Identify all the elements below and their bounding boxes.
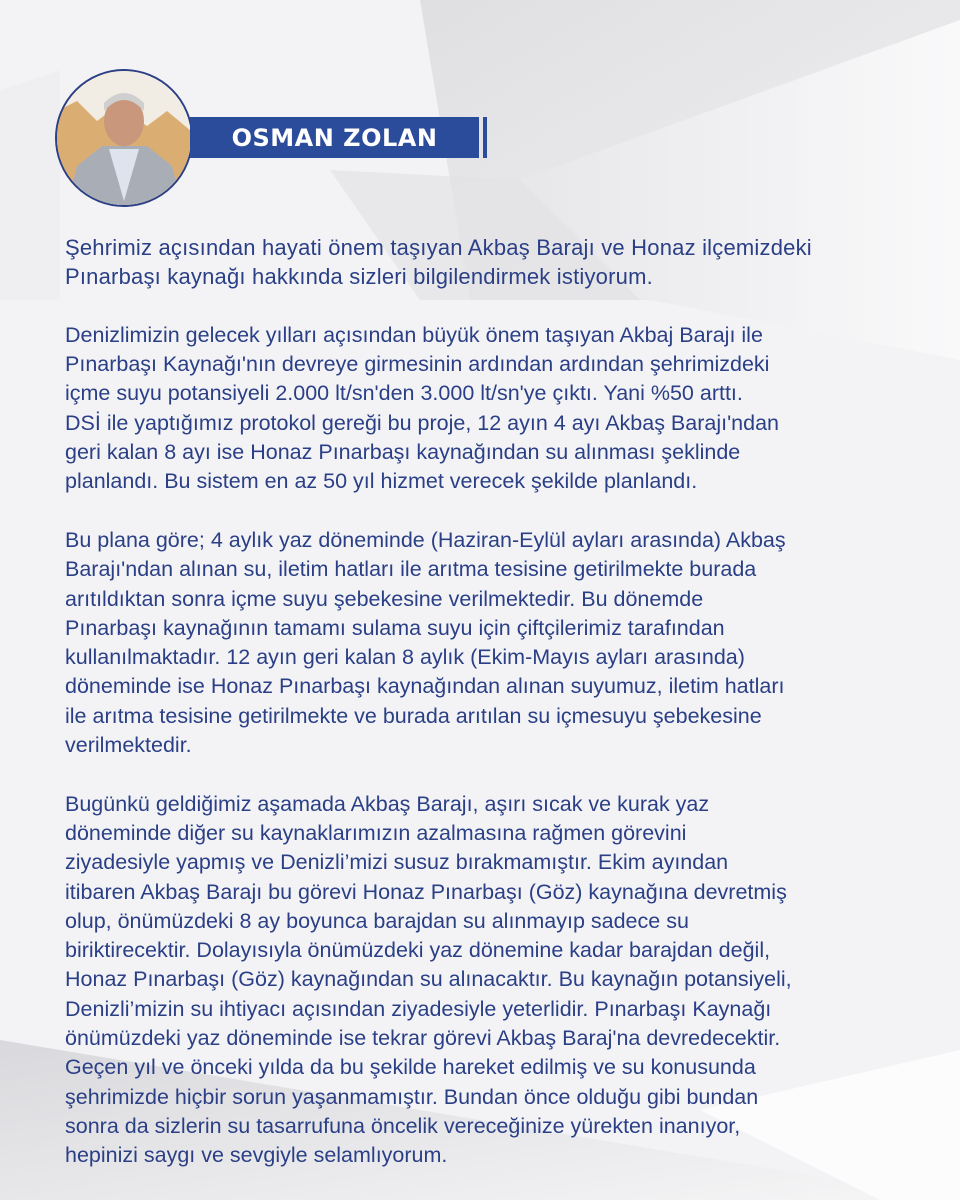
text-line: Pınarbaşı kaynağı hakkında sizleri bilgilendirmek istiyorum. xyxy=(65,264,653,290)
portrait-photo-icon xyxy=(57,71,191,205)
text-line: biriktirecektir. Dolayısıyla önümüzdeki yaz dönemine kadar barajdan değil, xyxy=(65,938,771,963)
text-line: önümüzdeki yaz döneminde ise tekrar görevi Akbaş Baraj'na devredecektir. xyxy=(65,1026,781,1051)
text-line: ile arıtma tesisine getirilmekte ve burada arıtılan su içmesuyu şebekesine xyxy=(65,703,762,728)
banner-accent-bar xyxy=(483,117,487,158)
header xyxy=(0,0,960,220)
text-line: Barajı'ndan alınan su, iletim hatları ile arıtma tesisine getirilmekte burada xyxy=(65,557,757,582)
text-line: Bu plana göre; 4 aylık yaz döneminde (Haziran-Eylül ayları arasında) Akbaş xyxy=(65,527,786,552)
text-line: itibaren Akbaş Barajı bu görevi Honaz Pınarbaşı (Göz) kaynağına devretmiş xyxy=(65,879,787,904)
paragraph-capacity xyxy=(65,321,915,497)
text-line: Denizli’mizin su ihtiyacı açısından ziyadesiyle yeterlidir. Pınarbaşı Kaynağı xyxy=(65,996,772,1021)
text-line: Geçen yıl ve önceki yılda da bu şekilde hareket edilmiş ve su konusunda xyxy=(65,1055,756,1080)
author-name: OSMAN ZOLAN xyxy=(231,123,438,152)
paragraph-current-status xyxy=(65,790,915,1171)
text-line: sonra da sizlerin su tasarrufuna öncelik vereceğinize yürekten inanıyor, xyxy=(65,1113,741,1138)
text-line: Şehrimiz açısından hayati önem taşıyan Akbaş Barajı ve Honaz ilçemizdeki xyxy=(65,235,812,260)
text-line: olup, önümüzdeki 8 ay boyunca barajdan su alınmayıp sadece su xyxy=(65,908,689,933)
avatar xyxy=(55,69,193,207)
text-line: Denizlimizin gelecek yılları açısından büyük önem taşıyan Akbaj Barajı ile xyxy=(65,322,763,347)
text-line: döneminde ise Honaz Pınarbaşı kaynağından alınan suyumuz, iletim hatları xyxy=(65,674,785,699)
text-line: Bugünkü geldiğimiz aşamada Akbaş Barajı, aşırı sıcak ve kurak yaz xyxy=(65,791,710,816)
text-line: verilmektedir. xyxy=(65,733,192,758)
statement-body xyxy=(65,233,915,1200)
text-line: hepinizi saygı ve sevgiyle selamlıyorum. xyxy=(65,1143,448,1168)
name-banner xyxy=(190,117,479,158)
paragraph-plan xyxy=(65,526,915,760)
text-line: planlandı. Bu sistem en az 50 yıl hizmet verecek şekilde planlandı. xyxy=(65,469,698,494)
text-line: arıtıldıktan sonra içme suyu şebekesine verilmektedir. Bu dönemde xyxy=(65,586,704,611)
text-line: DSİ ile yaptığımız protokol gereği bu proje, 12 ayın 4 ayı Akbaş Barajı'ndan xyxy=(65,410,780,435)
text-line: kullanılmaktadır. 12 ayın geri kalan 8 aylık (Ekim-Mayıs ayları arasında) xyxy=(65,645,745,670)
text-line: içme suyu potansiyeli 2.000 lt/sn'den 3.000 lt/sn'ye çıktı. Yani %50 arttı. xyxy=(65,381,743,406)
text-line: şehrimizde hiçbir sorun yaşanmamıştır. Bundan önce olduğu gibi bundan xyxy=(65,1084,759,1109)
paragraph-intro xyxy=(65,233,915,292)
text-line: geri kalan 8 ayı ise Honaz Pınarbaşı kaynağından su alınması şeklinde xyxy=(65,440,741,465)
text-line: Honaz Pınarbaşı (Göz) kaynağından su alınacaktır. Bu kaynağın potansiyeli, xyxy=(65,967,792,992)
text-line: ziyadesiyle yapmış ve Denizli’mizi susuz bırakmamıştır. Ekim ayından xyxy=(65,850,729,875)
text-line: Pınarbaşı kaynağının tamamı sulama suyu için çiftçilerimiz tarafından xyxy=(65,615,725,640)
text-line: Pınarbaşı Kaynağı'nın devreye girmesinin ardından ardından şehrimizdeki xyxy=(65,352,770,377)
text-line: döneminde diğer su kaynaklarımızın azalmasına rağmen görevini xyxy=(65,820,687,845)
